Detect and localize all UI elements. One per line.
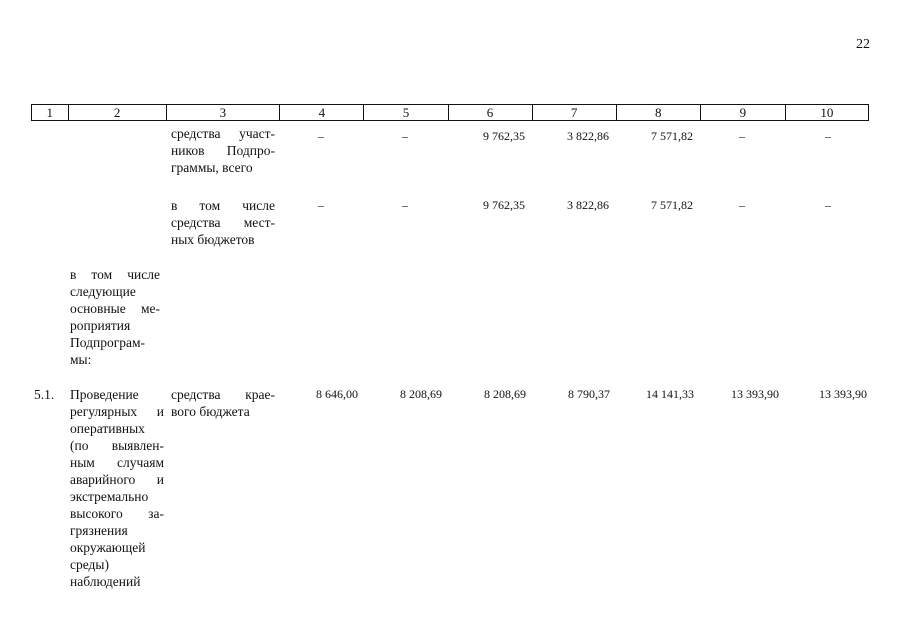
item-5-1-col9: 13 393,90 — [731, 387, 779, 401]
local-col6: 9 762,35 — [483, 198, 525, 212]
local-budgets-funding-source: в том числе средства мест-ных бюджетов — [171, 198, 275, 247]
item-5-1-col10: 13 393,90 — [819, 387, 867, 401]
item-5-1-col5: 8 208,69 — [400, 387, 442, 401]
header-col-9: 9 — [700, 105, 785, 120]
item-5-1-col4: 8 646,00 — [316, 387, 358, 401]
header-col-6: 6 — [448, 105, 532, 120]
participants-col4: – — [318, 129, 324, 143]
table-header-row — [31, 104, 869, 121]
header-col-5: 5 — [363, 105, 447, 120]
including-measures-label: в том числе следующие основные ме-роприятия Подпрограм-мы: — [70, 267, 160, 367]
header-col-7: 7 — [532, 105, 616, 120]
item-5-1-number: 5.1. — [34, 387, 55, 402]
participants-col10: – — [825, 129, 831, 143]
header-col-3: 3 — [166, 105, 280, 120]
header-col-10: 10 — [785, 105, 868, 120]
local-col4: – — [318, 198, 324, 212]
participants-col7: 3 822,86 — [567, 129, 609, 143]
item-5-1-col6: 8 208,69 — [484, 387, 526, 401]
local-col7: 3 822,86 — [567, 198, 609, 212]
local-col5: – — [402, 198, 408, 212]
local-col8: 7 571,82 — [651, 198, 693, 212]
item-5-1-col8: 14 141,33 — [646, 387, 694, 401]
local-col9: – — [739, 198, 745, 212]
header-col-1: 1 — [46, 105, 54, 120]
page-number: 22 — [856, 37, 870, 52]
header-col-8: 8 — [616, 105, 700, 120]
participants-col5: – — [402, 129, 408, 143]
local-col10: – — [825, 198, 831, 212]
item-5-1-name: Проведение регулярных и оперативных (по выявлен-ным случаям аварийного и экстремально высокого за-грязнения окружающей среды) наблюдений — [70, 387, 164, 589]
participants-funding-source: средства участ-ников Подпро-граммы, всего — [171, 126, 275, 175]
header-col-4: 4 — [279, 105, 363, 120]
participants-col9: – — [739, 129, 745, 143]
participants-col8: 7 571,82 — [651, 129, 693, 143]
item-5-1-col7: 8 790,37 — [568, 387, 610, 401]
item-5-1-funding-source: средства крае-вого бюджета — [171, 387, 275, 419]
header-col-2: 2 — [68, 105, 166, 120]
participants-col6: 9 762,35 — [483, 129, 525, 143]
